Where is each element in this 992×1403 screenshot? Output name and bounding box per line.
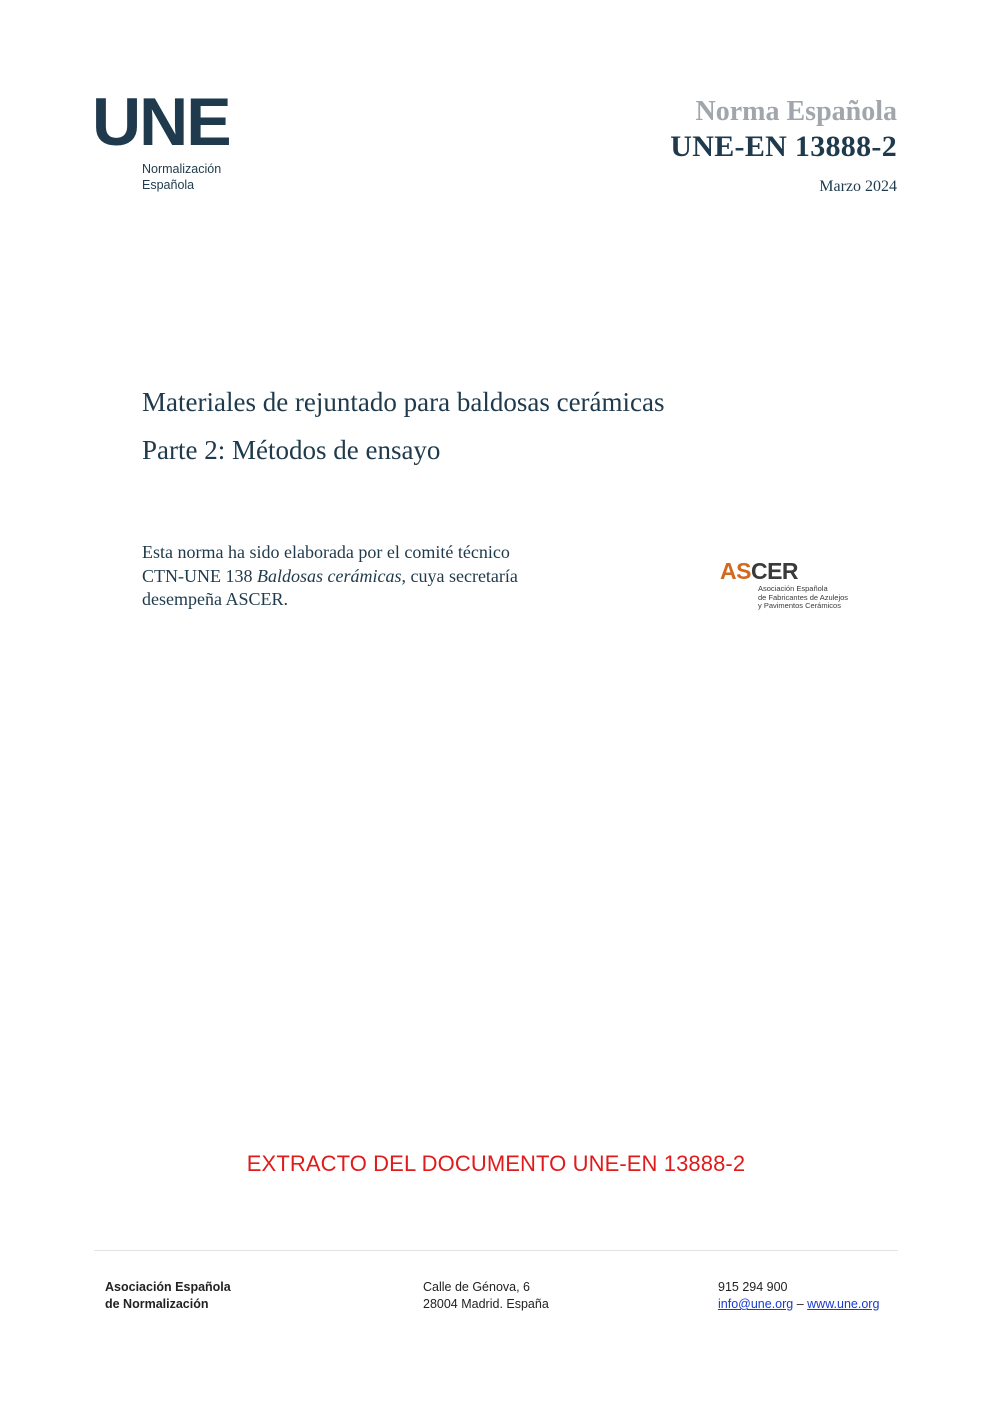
extract-banner: EXTRACTO DEL DOCUMENTO UNE-EN 13888-2 [246,1151,746,1176]
footer-address [423,1279,549,1313]
footer-org-line-2: de Normalización [105,1297,209,1311]
footer-address-line-1: Calle de Génova, 6 [423,1280,531,1294]
ascer-logo [720,560,880,612]
committee-code: CTN-UNE 138 [142,565,257,586]
une-logo-word: UNE [92,84,230,160]
footer-email-link[interactable]: info@une.org [718,1297,794,1311]
footer-link-separator: – [793,1297,808,1311]
ascer-logo-word [720,560,798,583]
document-subtitle: Parte 2: Métodos de ensayo [142,435,441,465]
ascer-sub-2: de Fabricantes de Azulejos [758,592,849,602]
footer-address-line-2: 28004 Madrid. España [423,1297,549,1311]
ascer-cer: CER [750,558,799,584]
committee-line-3: desempeña ASCER. [142,589,288,609]
header-norma-label: Norma Española [695,96,897,127]
footer-links [718,1296,879,1313]
footer-organization [105,1279,231,1313]
footer-web-link[interactable]: www.une.org [807,1297,880,1311]
footer-phone: 915 294 900 [718,1280,788,1294]
committee-line-1: Esta norma ha sido elaborada por el comité técnico [142,542,510,562]
header-standard-code: UNE-EN 13888-2 [670,130,897,163]
ascer-logo-subtitle [758,585,888,611]
ascer-sub-1: Asociación Española [758,584,828,593]
committee-name: Baldosas cerámicas [257,565,402,586]
ascer-sub-3: y Pavimentos Cerámicos [758,601,841,611]
footer-contact [718,1279,879,1313]
committee-suffix: , cuya secretaría [401,565,518,586]
committee-line-2 [142,565,612,589]
header-date: Marzo 2024 [819,178,897,195]
ascer-as: AS [720,558,751,584]
une-logo-subtitle-1: Normalización [142,162,222,176]
footer-org-line-1: Asociación Española [105,1280,231,1294]
une-logo-subtitle-2: Española [142,178,195,192]
une-logo [92,84,232,198]
document-title: Materiales de rejuntado para baldosas cerámicas [142,387,665,417]
committee-statement [142,541,612,612]
footer-divider [94,1250,898,1251]
